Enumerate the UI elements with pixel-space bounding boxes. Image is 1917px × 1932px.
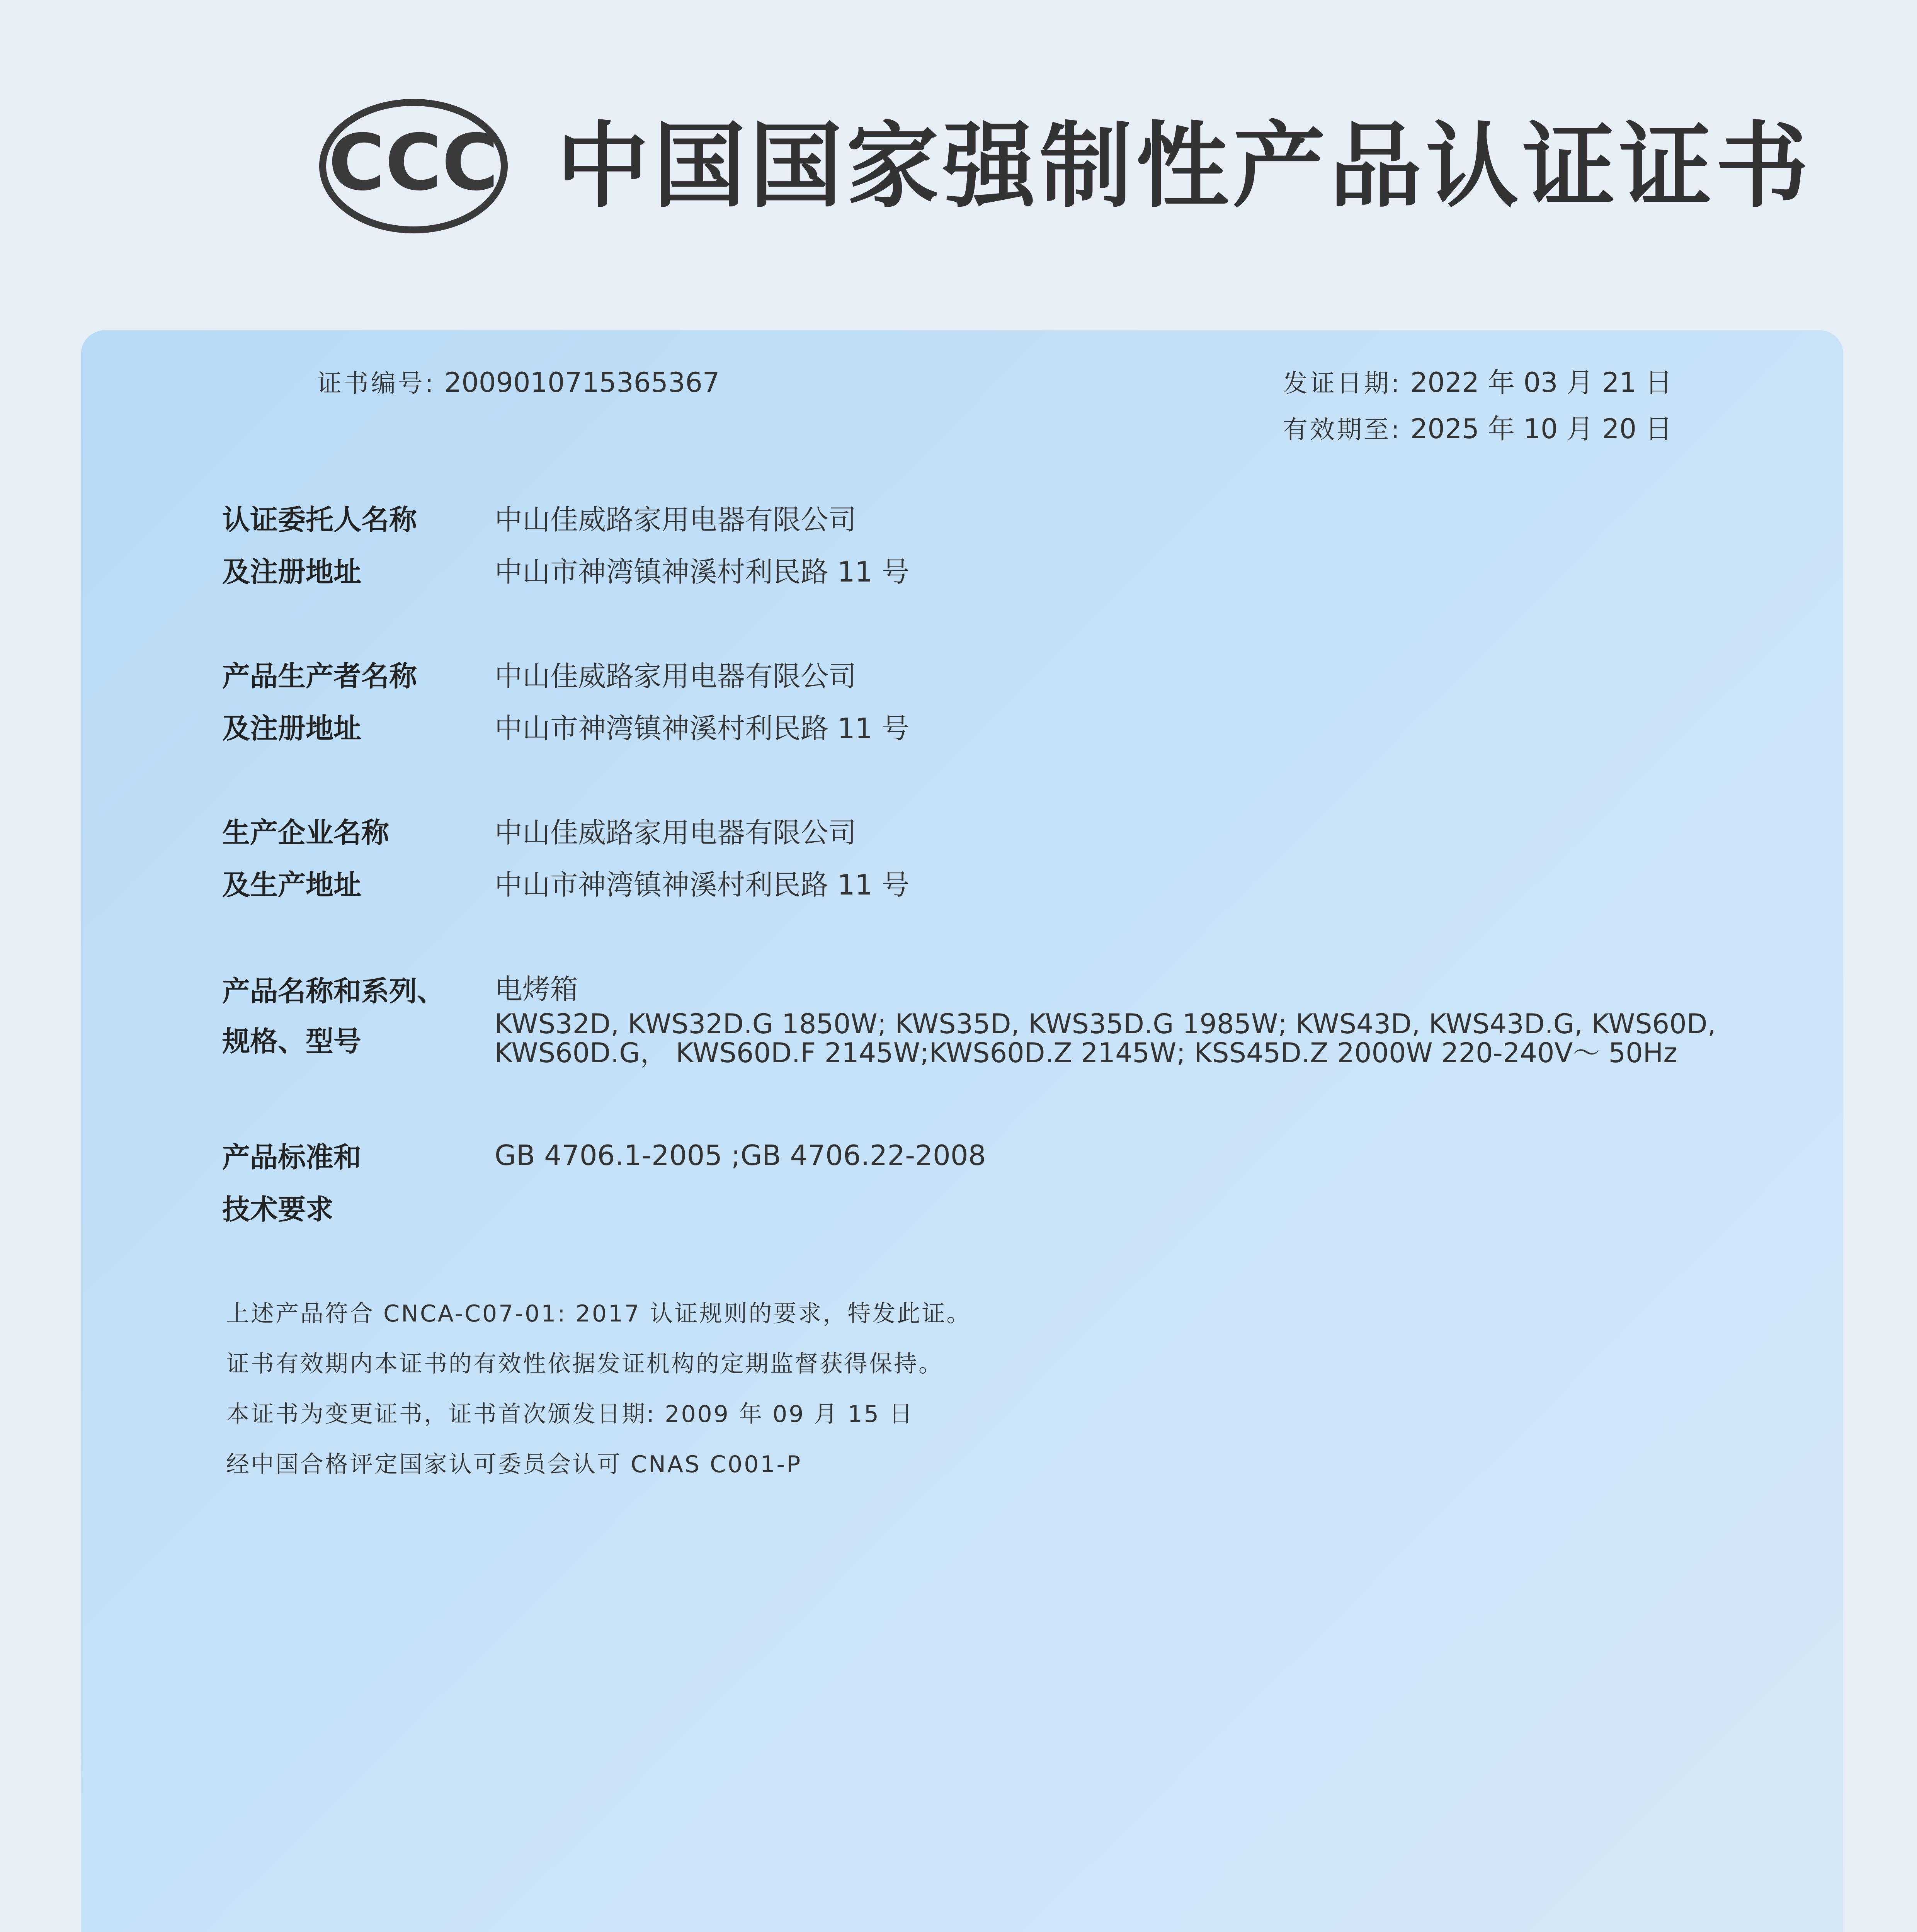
tech-req-label: 技术要求	[222, 1193, 334, 1226]
note-line: 证书有效期内本证书的有效性依据发证机构的定期监督获得保持。	[226, 1350, 943, 1378]
factory-name-label: 生产企业名称	[222, 816, 390, 849]
entrust-name-label: 认证委托人名称	[222, 503, 417, 536]
issue-date: 2022 年 03 月 21 日	[1410, 367, 1672, 398]
entrust-name: 中山佳威路家用电器有限公司	[495, 503, 857, 536]
ccc-logo	[317, 97, 510, 236]
producer-address: 中山市神湾镇神溪村利民路 11 号	[495, 712, 910, 745]
producer-address-label: 及注册地址	[222, 712, 362, 745]
issue-date-line	[1283, 365, 1672, 401]
expire-date-line	[1283, 412, 1672, 447]
entrust-address-label: 及注册地址	[222, 556, 362, 588]
factory-name: 中山佳威路家用电器有限公司	[495, 816, 857, 849]
product-spec-label: 规格、型号	[222, 1025, 362, 1058]
ccc-logo-text: CCC	[328, 118, 499, 208]
standard-label: 产品标准和	[222, 1141, 362, 1173]
note-line: 上述产品符合 CNCA-C07-01: 2017 认证规则的要求，特发此证。	[226, 1300, 971, 1327]
producer-name: 中山佳威路家用电器有限公司	[495, 660, 857, 692]
product-models-line-1: KWS32D, KWS32D.G 1850W; KWS35D, KWS35D.G 1985W; KWS43D, KWS43D.G, KWS60D,	[495, 1008, 1716, 1040]
factory-address-label: 及生产地址	[222, 869, 362, 901]
issue-date-label: 发证日期:	[1283, 369, 1402, 398]
product-models-line-2: KWS60D.G， KWS60D.F 2145W;KWS60D.Z 2145W; KSS45D.Z 2000W 220-240V～ 50Hz	[495, 1037, 1678, 1069]
producer-name-label: 产品生产者名称	[222, 660, 417, 692]
entrust-address: 中山市神湾镇神溪村利民路 11 号	[495, 556, 910, 588]
product-name: 电烤箱	[495, 973, 578, 1005]
cert-number: 2009010715365367	[444, 367, 720, 398]
note-line: 经中国合格评定国家认可委员会认可 CNAS C001-P	[226, 1451, 802, 1478]
standard-value: GB 4706.1-2005 ;GB 4706.22-2008	[495, 1139, 986, 1172]
cert-number-label: 证书编号:	[317, 369, 436, 398]
note-line: 本证书为变更证书，证书首次颁发日期: 2009 年 09 月 15 日	[226, 1401, 914, 1428]
factory-address: 中山市神湾镇神溪村利民路 11 号	[495, 869, 910, 901]
expire-date: 2025 年 10 月 20 日	[1410, 413, 1672, 445]
cert-number-line	[317, 365, 720, 401]
expire-date-label: 有效期至:	[1283, 416, 1402, 444]
product-label: 产品名称和系列、	[222, 975, 445, 1007]
certificate-title: 中国国家强制性产品认证证书	[556, 112, 1813, 220]
